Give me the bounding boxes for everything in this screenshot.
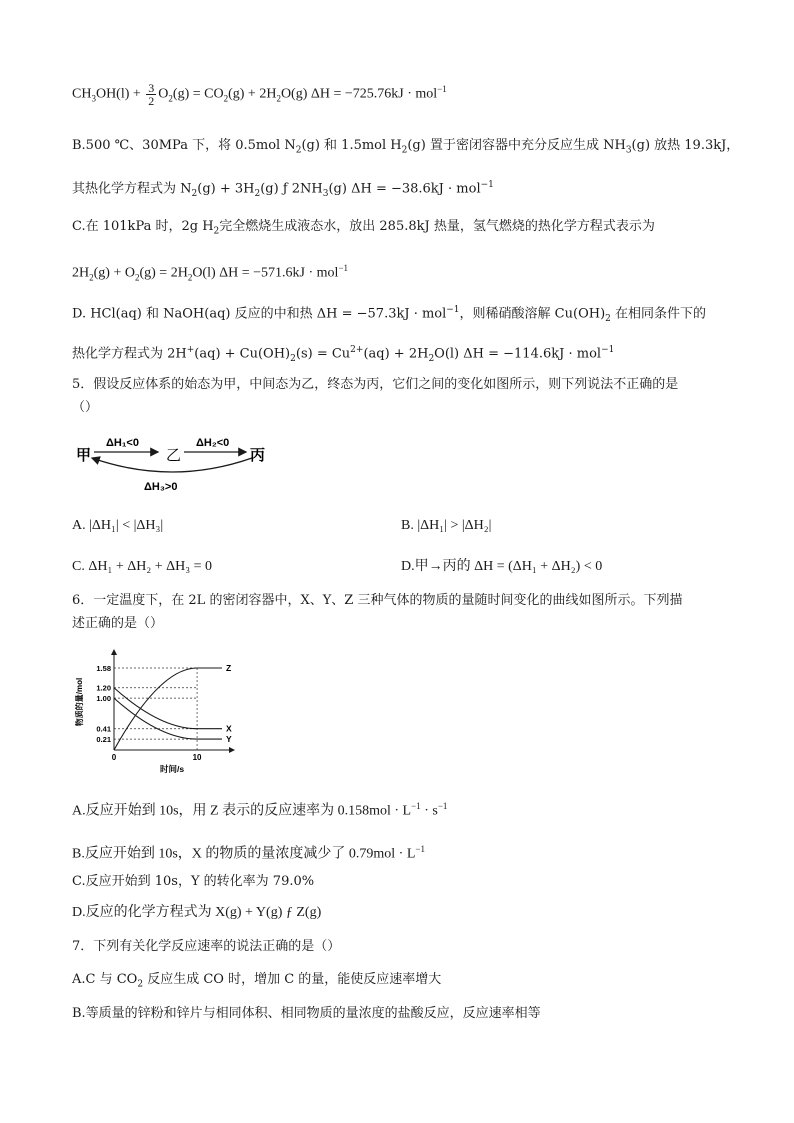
q4-option-c-line1: C.在 101kPa 时，2g $H_2$完全燃烧生成液态水，放出 285.8kJ 热量，氢气燃烧的热化学方程式表示为 [72, 219, 655, 237]
y-tick-label: 1.58 [96, 664, 111, 674]
series-line-z [114, 668, 222, 750]
state-yi: 乙 [166, 447, 182, 464]
q5-enthalpy-diagram [72, 428, 282, 496]
x-tick-label: 10 [192, 753, 202, 762]
q4-option-b-line2: 其热化学方程式为 $N_2(g) + 3H_2(g)$ ƒ $2NH_3(g) \Delta H = -38.6kJ \cdot mol^{-1}$ [72, 180, 494, 199]
q4-option-d-line2: 热化学方程式为 $2H^+(aq) + Cu(OH)_2(s) = Cu^{2+}(aq) + 2H_2O(l) \Delta H = -114.6kJ \cdot mol^{-1}$ [72, 345, 615, 364]
q6-amount-time-chart [72, 646, 252, 776]
q7-option-a: A.C 与 $CO_2$ 反应生成 CO 时，增加 C 的量，能使反应速率增大 [72, 972, 442, 990]
q6-option-d: D.反应的化学方程式为 X(g) + Y(g) ƒ Z(g) [72, 905, 322, 920]
y-tick-label: 0.41 [96, 724, 111, 734]
q5-option-c: C. ΔH₁ + ΔH₂ + ΔH₃ = 0 [72, 559, 213, 574]
q4-equation-a: $CH_3OH(l)$ + $\frac{3}{2}$ $O_2(g) = CO_2(g) + 2H_2O(g) \Delta H = -725.76kJ \cdot mol^{-1}$ [72, 80, 447, 108]
q5-stem-line2: （） [72, 400, 99, 415]
q4-option-c-line2: $2H_2(g) + O_2(g) = 2H_2O(l) \Delta H = -571.6kJ \cdot mol^{-1}$ [72, 263, 349, 283]
q4-option-d-line1: D. HCl(aq) 和 NaOH(aq) 反应的中和热 ΔH = −57.3kJ · mol$^{-1}$，则稀硝酸溶解 $Cu(OH)_2$ 在相同条件下的 [72, 305, 707, 324]
label-dh1: ΔH₁<0 [106, 437, 139, 449]
y-tick-label: 0.21 [96, 735, 111, 745]
label-dh3: ΔH₃>0 [144, 481, 178, 493]
q4-option-b-line1: B.500 ℃、30MPa 下，将 0.5mol $N_2(g)$ 和 1.5mol $H_2(g)$ 置于密闭容器中充分反应生成 $NH_3(g)$ 放热 19.3kJ， [72, 138, 740, 156]
q5-stem-line1: 5．假设反应体系的始态为甲，中间态为乙，终态为丙，它们之间的变化如图所示，则下列说法不正确的是 [72, 377, 679, 392]
q6-stem-line1: 6．一定温度下，在 2L 的密闭容器中，X、Y、Z 三种气体的物质的量随时间变化的曲线如图所示。下列描 [72, 593, 683, 608]
series-label-y: Y [226, 734, 232, 745]
y-tick-label: 1.20 [96, 683, 111, 693]
state-bing: 丙 [250, 447, 266, 464]
series-line-y [114, 698, 222, 739]
y-axis-label: 物质的量/mol [75, 677, 84, 727]
fraction-three-halves: $\frac{3}{2}$ [148, 80, 155, 108]
q6-option-b: B.反应开始到 10s，X 的物质的量浓度减少了 $0.79mol \cdot L^{-1}$ [72, 844, 425, 862]
q7-stem: 7．下列有关化学反应速率的说法正确的是（） [72, 939, 341, 954]
q5-option-a: A. |ΔH₁| < |ΔH₃| [72, 518, 164, 533]
x-axis-label: 时间/s [159, 764, 185, 774]
series-label-x: X [226, 723, 232, 734]
x-tick-label: 0 [111, 753, 117, 762]
q5-option-b: B. |ΔH₁| > |ΔH₂| [401, 518, 492, 533]
q6-option-a: A.反应开始到 10s，用 Z 表示的反应速率为 $0.158mol \cdot L^{-1} \cdot s^{-1}$ [72, 801, 448, 819]
y-tick-label: 1.00 [96, 694, 111, 704]
state-jia: 甲 [76, 447, 92, 464]
label-dh2: ΔH₂<0 [196, 437, 230, 449]
series-label-z: Z [226, 663, 232, 674]
q7-option-b: B.等质量的锌粉和锌片与相同体积、相同物质的量浓度的盐酸反应，反应速率相等 [72, 1006, 541, 1021]
q6-option-c: C.反应开始到 10s，Y 的转化率为 79.0% [72, 874, 315, 889]
q6-stem-line2: 述正确的是（） [72, 616, 164, 631]
q5-option-d: D.甲→丙的 ΔH = (ΔH₁ + ΔH₂) < 0 [401, 559, 603, 574]
